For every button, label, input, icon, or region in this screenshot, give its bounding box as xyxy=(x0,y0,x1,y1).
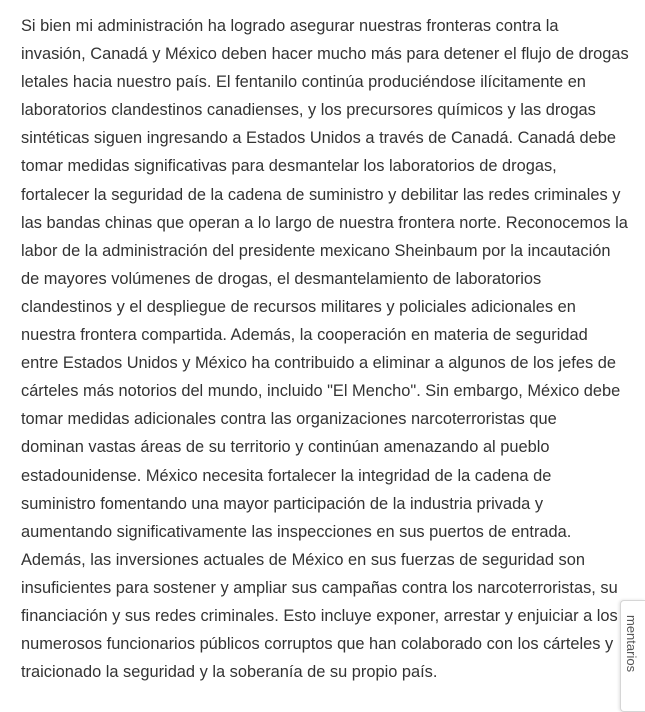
article-line-8: las bandas chinas que operan a lo largo de nuestra frontera norte. Reconocemos la xyxy=(21,213,628,232)
article-line-3: letales hacia nuestro país. El fentanilo continúa produciéndose ilícitamente en xyxy=(21,73,586,92)
article-line-12: nuestra frontera compartida. Además, la cooperación en materia de seguridad xyxy=(21,326,588,345)
comments-tab-label: mentarios xyxy=(624,615,639,673)
article-paragraph xyxy=(21,12,627,686)
article-line-1: Si bien mi administración ha logrado asegurar nuestras fronteras contra la xyxy=(21,17,559,35)
article-line-14: cárteles más notorios del mundo, incluido "El Mencho". Sin embargo, México debe xyxy=(21,382,621,401)
article-line-10: de mayores volúmenes de drogas, el desmantelamiento de laboratorios xyxy=(21,269,542,288)
article-line-16: dominan vastas áreas de su territorio y continúan amenazando al pueblo xyxy=(21,438,550,457)
article-line-23: numerosos funcionarios públicos corruptos que han colaborado con los cárteles y xyxy=(21,635,614,654)
comments-tab[interactable] xyxy=(620,600,645,712)
article-line-9: labor de la administración del presidente mexicano Sheinbaum por la incautación xyxy=(21,241,611,260)
article-line-6: tomar medidas significativas para desmantelar los laboratorios de drogas, xyxy=(21,157,557,176)
article-line-17: estadounidense. México necesita fortalecer la integridad de la cadena de xyxy=(21,466,552,485)
article-line-24: traicionado la seguridad y la soberanía de su propio país. xyxy=(21,663,438,682)
article-line-11: clandestinos y el despliegue de recursos militares y policiales adicionales en xyxy=(21,297,576,316)
article-line-18: suministro fomentando una mayor participación de la industria privada y xyxy=(21,494,544,513)
article-line-20: Además, las inversiones actuales de México en sus fuerzas de seguridad son xyxy=(21,550,585,569)
article-line-4: laboratorios clandestinos canadienses, y los precursores químicos y las drogas xyxy=(21,101,596,120)
article-line-19: aumentando significativamente las inspecciones en sus puertos de entrada. xyxy=(21,522,572,541)
article-line-2: invasión, Canadá y México deben hacer mucho más para detener el flujo de drogas xyxy=(21,45,629,64)
article-line-21: insuficientes para sostener y ampliar sus campañas contra los narcoterroristas, su xyxy=(21,578,618,597)
article-line-13: entre Estados Unidos y México ha contribuido a eliminar a algunos de los jefes de xyxy=(21,354,616,373)
article-line-7: fortalecer la seguridad de la cadena de suministro y debilitar las redes criminales y xyxy=(21,185,621,204)
article-line-22: financiación y sus redes criminales. Esto incluye exponer, arrestar y enjuiciar a los xyxy=(21,606,618,625)
article-line-5: sintéticas siguen ingresando a Estados Unidos a través de Canadá. Canadá debe xyxy=(21,129,617,148)
article-line-15: tomar medidas adicionales contra las organizaciones narcoterroristas que xyxy=(21,410,557,429)
